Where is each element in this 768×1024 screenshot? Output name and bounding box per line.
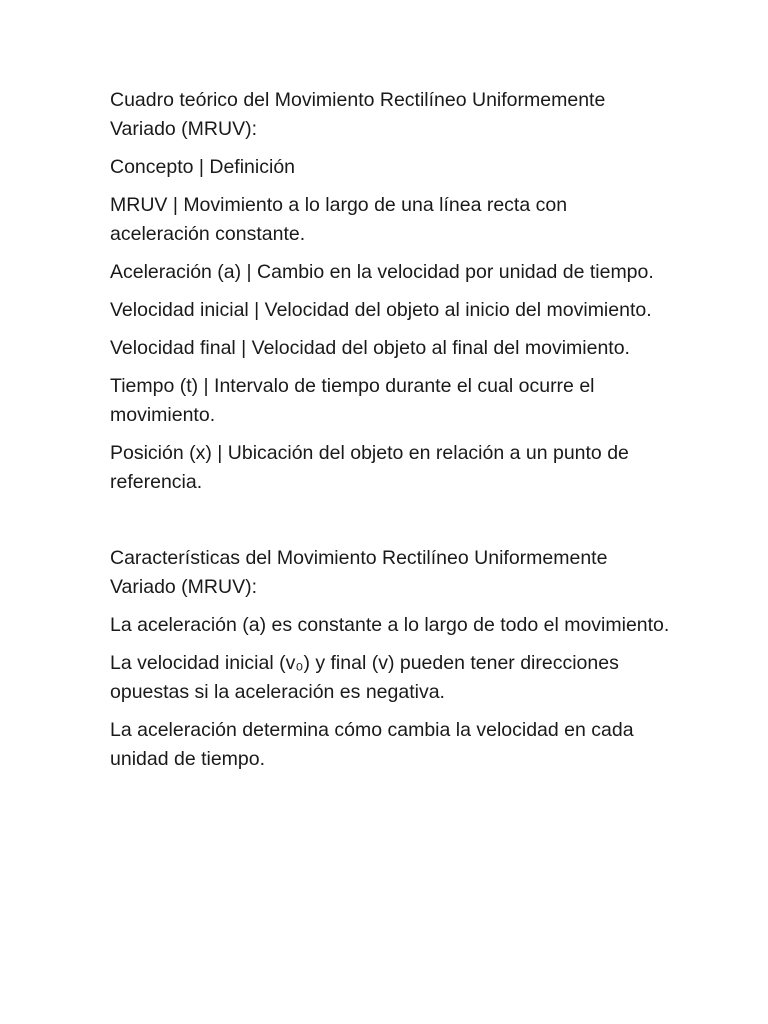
table-row-aceleracion: Aceleración (a) | Cambio en la velocidad por unidad de tiempo. xyxy=(110,261,654,283)
characteristic-item: La velocidad inicial (v₀) y final (v) pueden tener direcciones opuestas si la aceleración es negativa. xyxy=(110,652,619,703)
section-2-heading: Características del Movimiento Rectilíneo Uniformemente Variado (MRUV): xyxy=(110,547,608,598)
table-row-velocidad-inicial: Velocidad inicial | Velocidad del objeto al inicio del movimiento. xyxy=(110,299,652,321)
table-row-mruv: MRUV | Movimiento a lo largo de una línea recta con aceleración constante. xyxy=(110,194,568,245)
table-header-row: Concepto | Definición xyxy=(110,156,296,178)
document-page xyxy=(110,86,670,783)
table-row-velocidad-final: Velocidad final | Velocidad del objeto al final del movimiento. xyxy=(110,337,630,359)
table-row-tiempo: Tiempo (t) | Intervalo de tiempo durante el cual ocurre el movimiento. xyxy=(110,375,595,426)
table-row-posicion: Posición (x) | Ubicación del objeto en relación a un punto de referencia. xyxy=(110,442,629,493)
characteristic-item: La aceleración determina cómo cambia la velocidad en cada unidad de tiempo. xyxy=(110,719,634,770)
section-1-heading: Cuadro teórico del Movimiento Rectilíneo Uniformemente Variado (MRUV): xyxy=(110,89,606,140)
section-spacer xyxy=(110,506,670,544)
characteristic-item: La aceleración (a) es constante a lo largo de todo el movimiento. xyxy=(110,614,670,636)
